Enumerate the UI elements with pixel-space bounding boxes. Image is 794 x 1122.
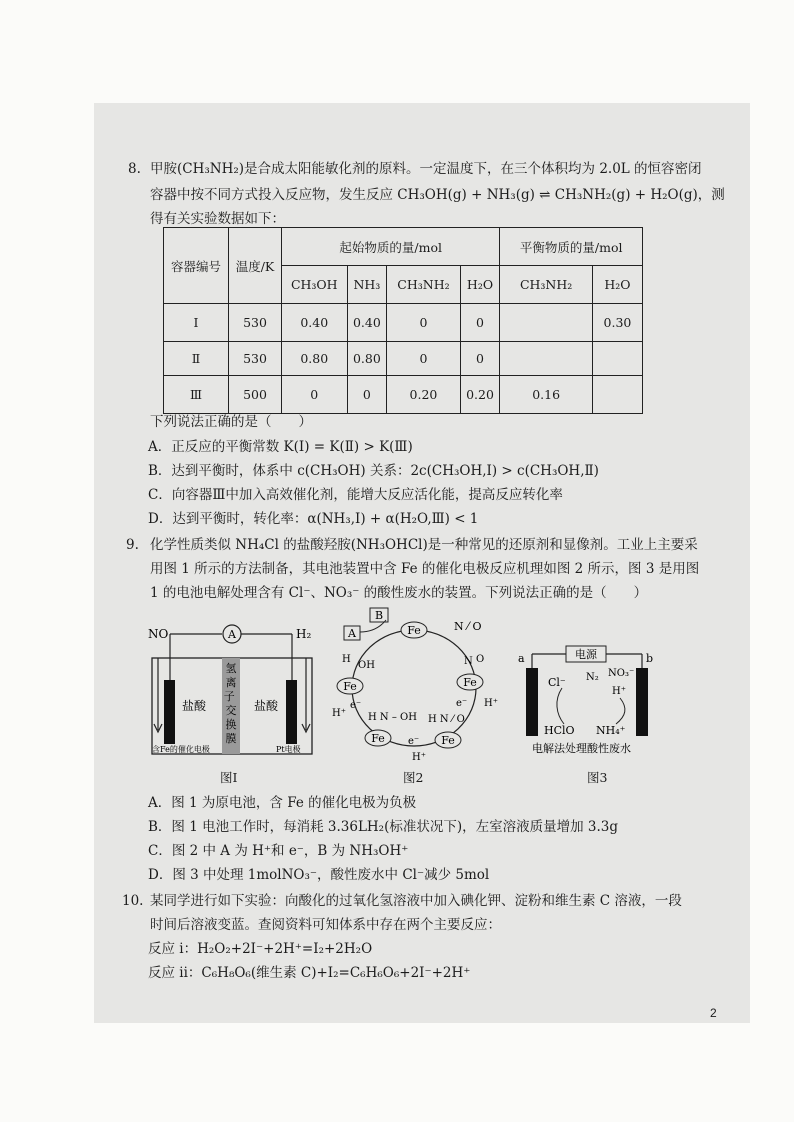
q8-line-2: 容器中按不同方式投入反应物，发生反应 CH₃OH(g) + NH₃(g) ⇌ CH₃NH₂(g) + H₂O(g)，测 <box>150 187 725 203</box>
q8-number: 8. <box>128 161 141 177</box>
table-cell: 0 <box>460 304 500 342</box>
figure-1-battery <box>146 618 326 760</box>
table-cell: 0.30 <box>592 304 642 342</box>
svg-text:Fe: Fe <box>371 732 385 745</box>
box-a-label: A <box>348 627 356 640</box>
q9-option-a: A．图 1 为原电池，含 Fe 的催化电极为负极 <box>148 795 417 811</box>
table-cell: 0.80 <box>347 342 387 376</box>
table-row <box>164 304 643 342</box>
sub-header: CH₃NH₂ <box>387 266 460 304</box>
q8-option-a: A．正反应的平衡常数 K(Ⅰ) = K(Ⅱ) > K(Ⅲ) <box>148 439 413 455</box>
right-electrode-label: Pt电极 <box>276 745 301 754</box>
electron-label-left: e⁻ <box>350 700 362 711</box>
table-cell: 530 <box>229 342 282 376</box>
q9-line-1: 化学性质类似 NH₄Cl 的盐酸羟胺(NH₃OHCl)是一种常见的还原剂和显像剂。工业上主要采 <box>150 537 698 553</box>
ammeter-label: A <box>228 628 236 641</box>
hno-intermediate: H N ⁄ O <box>428 714 465 725</box>
q8-line-3: 得有关实验数据如下： <box>150 211 285 227</box>
no-ligand: N ⁄ O <box>454 620 482 633</box>
table-cell: 0.20 <box>460 376 500 414</box>
power-label: 电源 <box>575 648 597 661</box>
right-solution-label: 盐酸 <box>253 699 279 713</box>
electron-label-right: e⁻ <box>456 698 468 709</box>
q8-line-1: 甲胺(CH₃NH₂)是合成太阳能敏化剂的原料。一定温度下，在三个体积均为 2.0L 的恒容密闭 <box>150 161 702 177</box>
hclo-label: HClO <box>544 724 575 737</box>
table-cell: 0 <box>387 342 460 376</box>
process-label: 电解法处理酸性废水 <box>532 742 631 754</box>
reaction-cycle <box>352 630 476 746</box>
left-electrode-label: 含Fe的催化电极 <box>152 745 210 754</box>
anode-a <box>526 668 538 736</box>
table-cell: 530 <box>229 304 282 342</box>
proton-label-bottom: H⁺ <box>412 752 426 763</box>
figure-2-mechanism <box>328 604 504 764</box>
oh-label: OH <box>358 660 375 671</box>
table-cell: 0.40 <box>282 304 348 342</box>
q9-number: 9. <box>126 537 139 553</box>
q9-option-d: D．图 3 中处理 1molNO₃⁻，酸性废水中 Cl⁻减少 5mol <box>148 867 490 883</box>
figure-1-caption: 图Ⅰ <box>220 770 238 785</box>
table-cell: 0.40 <box>347 304 387 342</box>
q8-question: 下列说法正确的是（ ） <box>150 414 312 430</box>
q8-option-d: D．达到平衡时，转化率：α(NH₃,Ⅰ) + α(H₂O,Ⅲ) < 1 <box>148 511 479 527</box>
hnoh-intermediate: H N – OH <box>368 712 417 723</box>
n-label: N <box>464 656 473 667</box>
table-cell: 0 <box>347 376 387 414</box>
figure-2-caption: 图2 <box>403 770 424 785</box>
table-row <box>164 376 643 414</box>
no-label: NO <box>148 627 169 641</box>
sub-header: CH₃OH <box>282 266 348 304</box>
electrode-a-label: a <box>518 652 525 665</box>
membrane-label: 氢离子 交换膜 <box>223 662 237 745</box>
q10-reaction-1: 反应 i：H₂O₂+2I⁻+2H⁺=I₂+2H₂O <box>148 941 373 957</box>
proton-label: H⁺ <box>612 686 626 697</box>
nitrate-label: NO₃⁻ <box>608 668 635 679</box>
h-label: H <box>342 654 351 665</box>
q9-line-3: 1 的电池电解处理含有 Cl⁻、NO₃⁻ 的酸性废水的装置。下列说法正确的是（ ） <box>150 585 648 601</box>
anode-cycle-arrow <box>557 688 564 724</box>
proton-label-left: H⁺ <box>332 708 346 719</box>
proton-label-right: H⁺ <box>484 698 498 709</box>
q10-line-2: 时间后溶液变蓝。查阅资料可知体系中存在两个主要反应： <box>150 917 501 933</box>
table-cell: 0 <box>282 376 348 414</box>
q9-option-c: C．图 2 中 A 为 H⁺和 e⁻，B 为 NH₃OH⁺ <box>148 843 409 859</box>
header-equilibrium: 平衡物质的量/mol <box>500 228 643 266</box>
table-cell: Ⅰ <box>164 304 229 342</box>
q10-line-1: 某同学进行如下实验：向酸化的过氧化氢溶液中加入碘化钾、淀粉和维生素 C 溶液，一段 <box>150 893 682 909</box>
table-cell <box>592 342 642 376</box>
q8-data-table <box>163 227 643 414</box>
table-cell: 0.20 <box>387 376 460 414</box>
page-number: 2 <box>710 1006 717 1020</box>
table-cell: 0 <box>460 342 500 376</box>
table-cell <box>500 342 593 376</box>
header-initial: 起始物质的量/mol <box>282 228 500 266</box>
sub-header: H₂O <box>460 266 500 304</box>
figure-3-caption: 图3 <box>587 770 608 785</box>
q8-option-c: C．向容器Ⅲ中加入高效催化剂，能增大反应活化能，提高反应转化率 <box>148 487 563 503</box>
fe-catalytic-electrode <box>164 680 175 744</box>
electrode-b-label: b <box>646 652 654 665</box>
electron-label-bottom: e⁻ <box>408 736 420 747</box>
svg-text:Fe: Fe <box>441 734 455 747</box>
left-solution-label: 盐酸 <box>181 699 207 713</box>
svg-text:Fe: Fe <box>343 680 357 693</box>
box-b-label: B <box>374 609 384 622</box>
table-cell: 0 <box>387 304 460 342</box>
q9-line-2: 用图 1 所示的方法制备，其电池装置中含 Fe 的催化电极反应机理如图 2 所示，图 3 是用图 <box>150 561 700 577</box>
table-cell: 0.16 <box>500 376 593 414</box>
q10-number: 10. <box>122 893 144 909</box>
table-cell <box>592 376 642 414</box>
table-row <box>164 342 643 376</box>
cathode-b <box>636 668 648 736</box>
table-cell: 0.80 <box>282 342 348 376</box>
table-cell: Ⅲ <box>164 376 229 414</box>
header-container: 容器编号 <box>164 228 229 304</box>
h2-label: H₂ <box>296 627 312 641</box>
svg-text:Fe: Fe <box>463 676 477 689</box>
o-label: O <box>476 654 485 665</box>
n2-label: N₂ <box>586 672 599 683</box>
cathode-cycle-arrow <box>616 698 625 724</box>
svg-text:Fe: Fe <box>407 624 421 637</box>
sub-header: NH₃ <box>347 266 387 304</box>
q10-reaction-2: 反应 ii：C₆H₈O₆(维生素 C)+I₂=C₆H₆O₆+2I⁻+2H⁺ <box>148 965 471 981</box>
figure-3-electrolysis <box>516 644 666 754</box>
table-cell: Ⅱ <box>164 342 229 376</box>
header-temperature: 温度/K <box>229 228 282 304</box>
sub-header: CH₃NH₂ <box>500 266 593 304</box>
table-cell: 500 <box>229 376 282 414</box>
ammonium-label: NH₄⁺ <box>596 724 626 737</box>
q9-option-b: B．图 1 电池工作时，每消耗 3.36LH₂(标准状况下)，左室溶液质量增加 3.3g <box>148 819 619 835</box>
q8-option-b: B．达到平衡时，体系中 c(CH₃OH) 关系：2c(CH₃OH,Ⅰ) > c(CH₃OH,Ⅱ) <box>148 463 599 479</box>
chloride-label: Cl⁻ <box>548 676 566 689</box>
table-cell <box>500 304 593 342</box>
pt-electrode <box>286 680 297 744</box>
sub-header: H₂O <box>592 266 642 304</box>
